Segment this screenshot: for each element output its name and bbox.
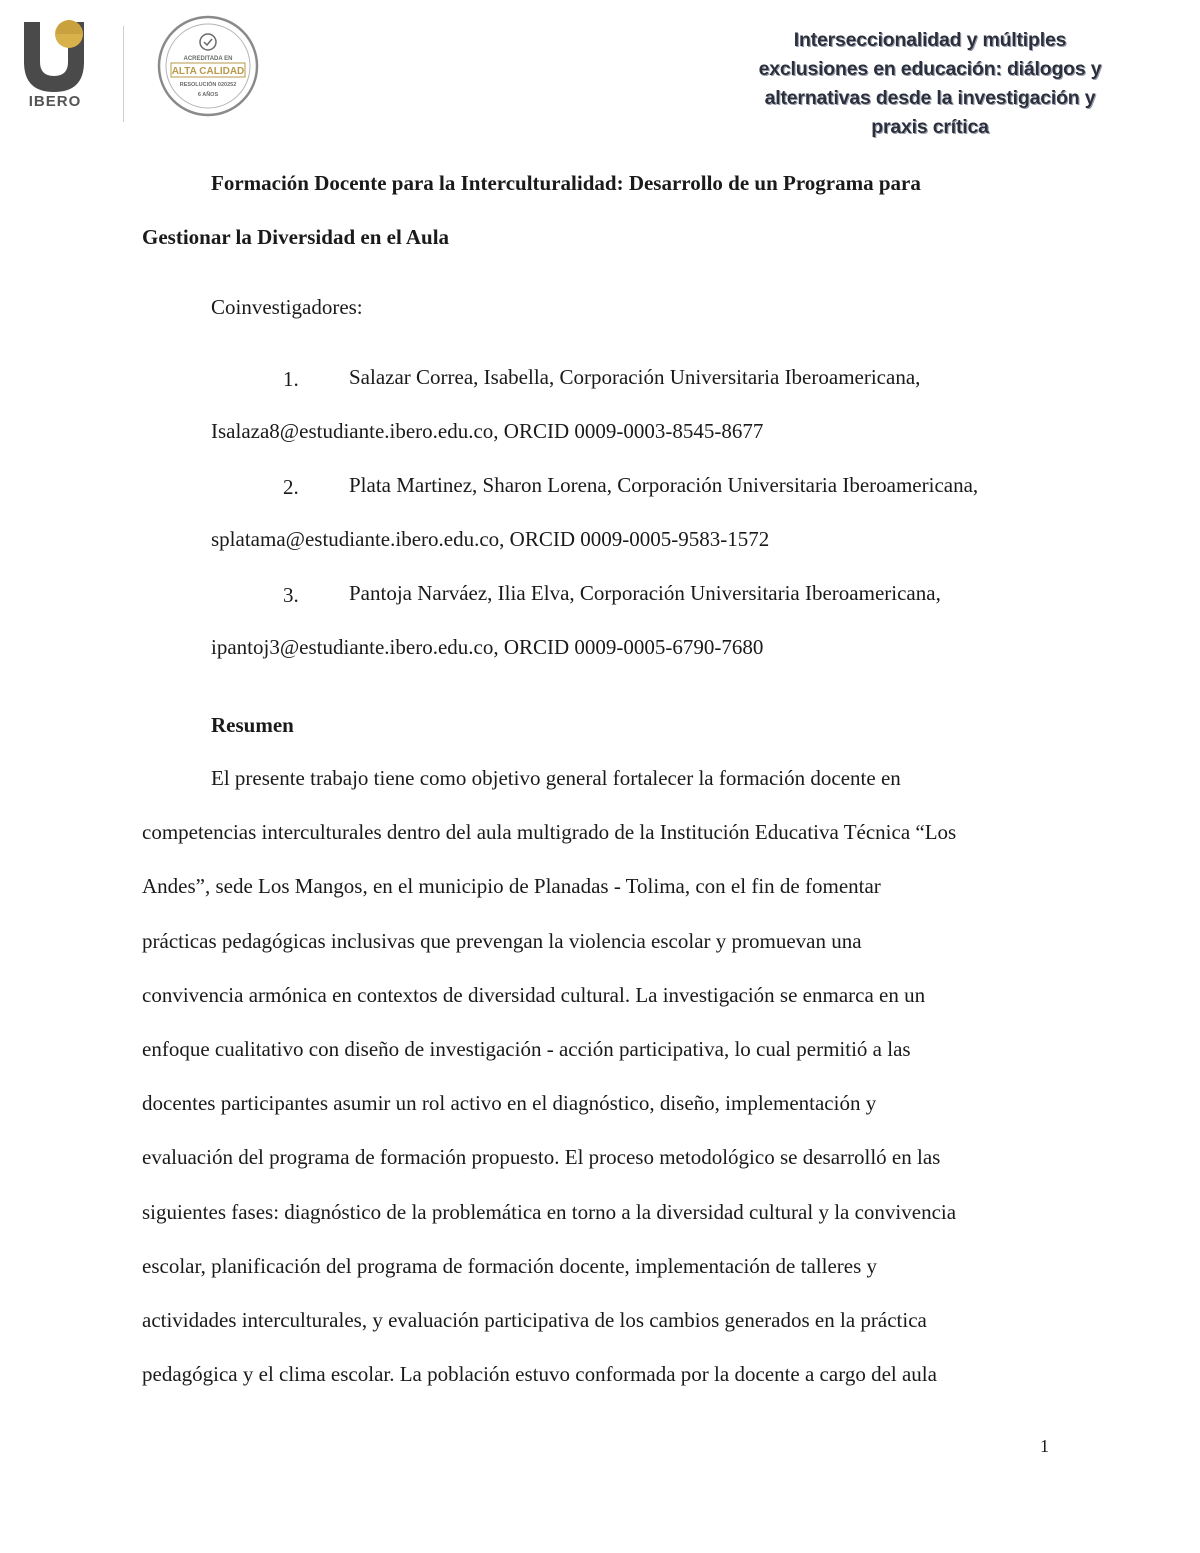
author-affiliation: Salazar Correa, Isabella, Corporación Universitaria Iberoamericana, [349, 365, 921, 389]
resumen-line: evaluación del programa de formación propuesto. El proceso metodológico se desarrolló en las [142, 1145, 941, 1169]
seal-line-3: RESOLUCIÓN 020252 [179, 82, 237, 88]
author-affiliation: Plata Martinez, Sharon Lorena, Corporación Universitaria Iberoamericana, [349, 473, 979, 497]
header-title [745, 26, 1115, 142]
author-contact: Isalaza8@estudiante.ibero.edu.co, ORCID 0009-0003-8545-8677 [211, 419, 764, 443]
resumen-line: escolar, planificación del programa de formación docente, implementación de talleres y [142, 1254, 878, 1278]
resumen-line: siguientes fases: diagnóstico de la problemática en torno a la diversidad cultural y la convivencia [142, 1200, 957, 1224]
resumen-line: pedagógica y el clima escolar. La población estuvo conformada por la docente a cargo del aula [142, 1362, 937, 1386]
ibero-logo-text: IBERO [28, 93, 82, 110]
page-number: 1 [1040, 1436, 1049, 1456]
document-title-line-1: Formación Docente para la Interculturalidad: Desarrollo de un Programa para [211, 171, 921, 195]
resumen-line: enfoque cualitativo con diseño de investigación - acción participativa, lo cual permitió a las [142, 1037, 911, 1061]
resumen-line: actividades interculturales, y evaluación participativa de los cambios generados en la práctica [142, 1308, 927, 1332]
author-number: 1. [283, 367, 299, 391]
author-contact: splatama@estudiante.ibero.edu.co, ORCID 0009-0005-9583-1572 [211, 527, 770, 551]
resumen-line: convivencia armónica en contextos de diversidad cultural. La investigación se enmarca en un [142, 983, 926, 1007]
author-affiliation: Pantoja Narváez, Ilia Elva, Corporación Universitaria Iberoamericana, [349, 581, 941, 605]
header-divider [123, 26, 124, 122]
seal-line-4: 6 AÑOS [197, 92, 219, 98]
header-title-line: Interseccionalidad y múltiples [793, 29, 1067, 51]
author-contact: ipantoj3@estudiante.ibero.edu.co, ORCID 0009-0005-6790-7680 [211, 635, 764, 659]
author-number: 2. [283, 475, 299, 499]
document-title-line-2: Gestionar la Diversidad en el Aula [142, 225, 450, 249]
coinvestigadores-label: Coinvestigadores: [211, 295, 363, 319]
resumen-line: Andes”, sede Los Mangos, en el municipio de Planadas - Tolima, con el fin de fomentar [142, 874, 881, 898]
header-title-line: praxis crítica [871, 116, 989, 138]
header-title-line: alternativas desde la investigación y [764, 87, 1096, 109]
seal-line-1: ACREDITADA EN [183, 56, 233, 62]
header-title-line: exclusiones en educación: diálogos y [758, 58, 1102, 80]
resumen-heading: Resumen [211, 713, 294, 737]
resumen-line: competencias interculturales dentro del aula multigrado de la Institución Educativa Técnica “Los [142, 820, 957, 844]
author-number: 3. [283, 583, 299, 607]
resumen-line: prácticas pedagógicas inclusivas que prevengan la violencia escolar y promuevan una [142, 929, 862, 953]
resumen-line: docentes participantes asumir un rol activo en el diagnóstico, diseño, implementación y [142, 1091, 877, 1115]
accreditation-seal-icon [157, 14, 259, 118]
seal-line-2: ALTA CALIDAD [171, 66, 245, 77]
resumen-line: El presente trabajo tiene como objetivo general fortalecer la formación docente en [211, 766, 901, 790]
